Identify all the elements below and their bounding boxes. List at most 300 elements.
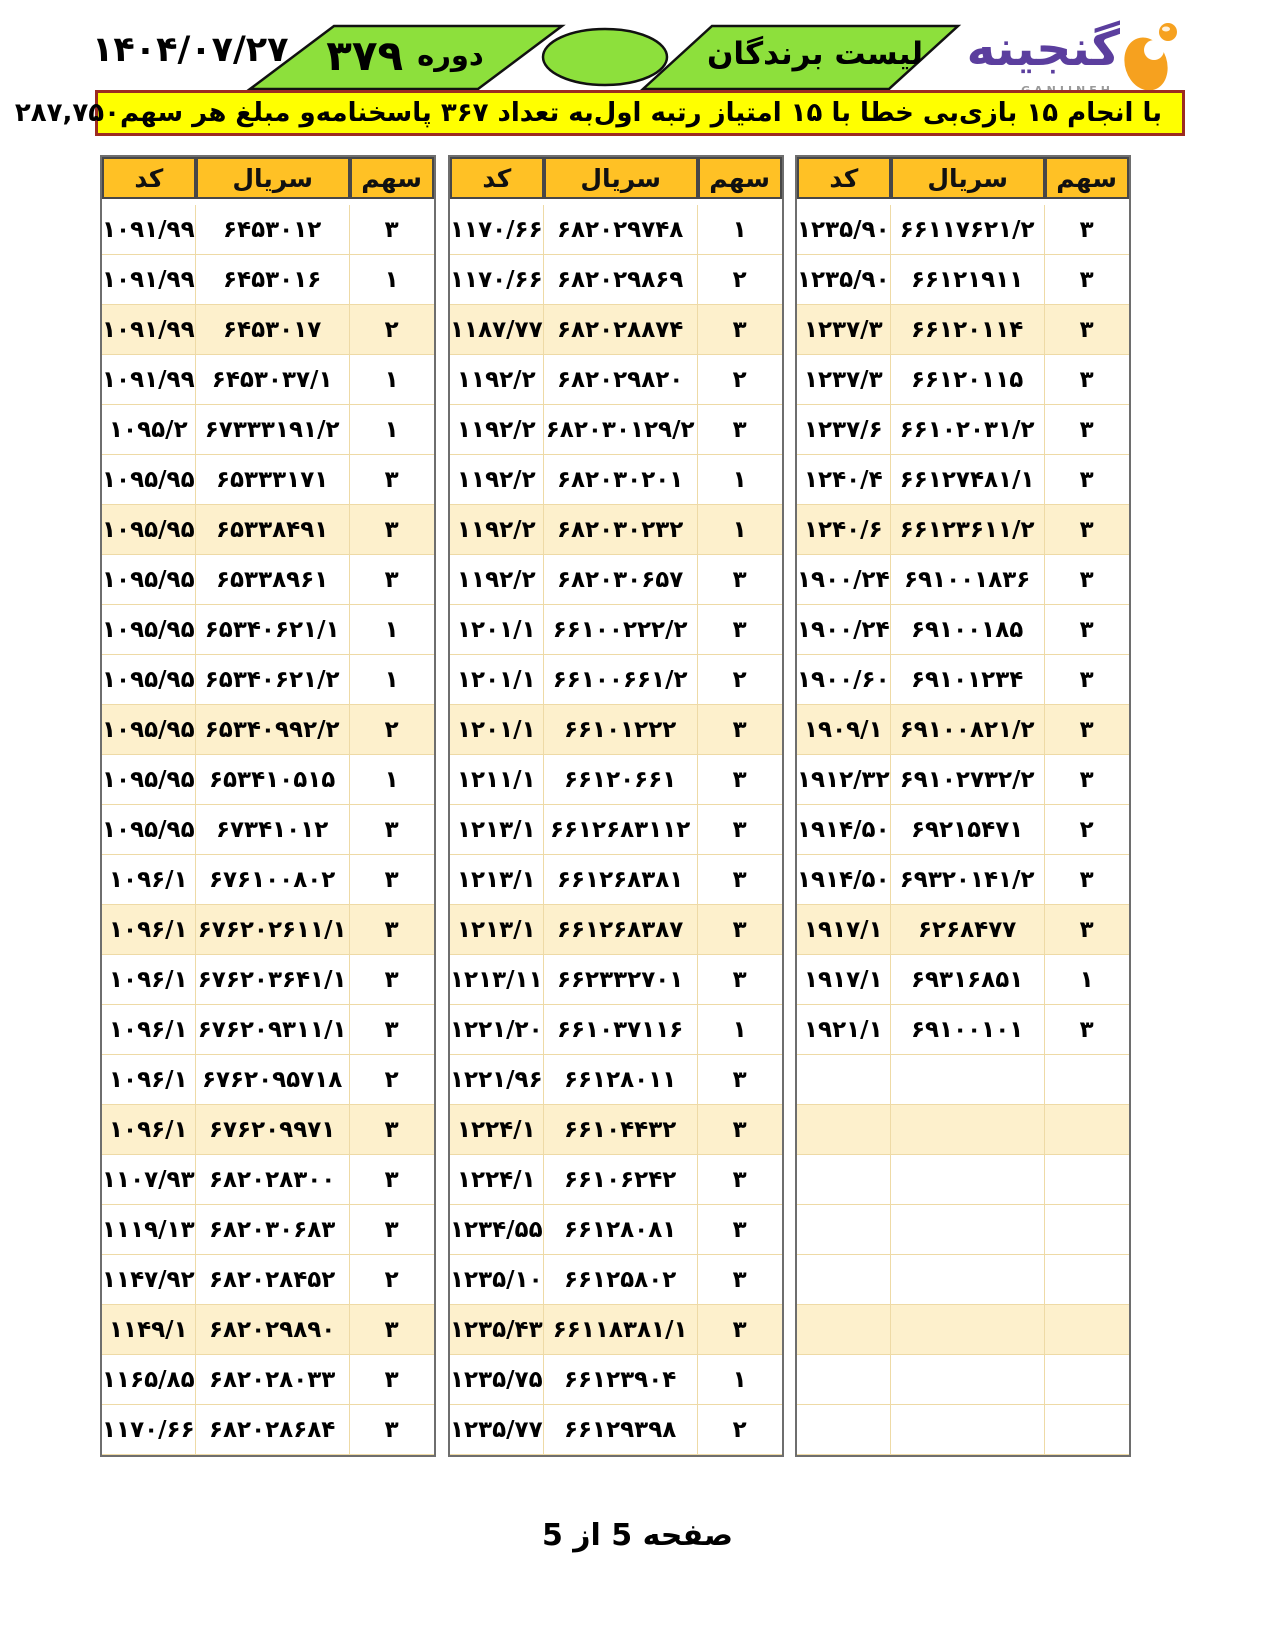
cell-serial: ۶۶۱۰۲۰۳۱/۲	[891, 405, 1045, 455]
cell-code: ۱۲۳۵/۹۰	[797, 255, 891, 305]
cell-serial: ۶۶۱۲۹۳۹۸	[544, 1405, 698, 1455]
cell-serial	[891, 1255, 1045, 1305]
cell-code: ۱۲۰۱/۱	[450, 655, 544, 705]
cell-code: ۱۲۳۴/۵۵	[450, 1205, 544, 1255]
table-row	[797, 1255, 1129, 1305]
cell-serial: ۶۸۲۰۳۰۲۳۲	[544, 505, 698, 555]
table-row	[450, 1405, 782, 1455]
cell-code: ۱۰۹۵/۹۵	[102, 555, 196, 605]
column-header-share: سهم	[350, 157, 434, 199]
cell-serial: ۶۶۱۲۰۱۱۴	[891, 305, 1045, 355]
cell-share: ۳	[350, 855, 434, 905]
table-row	[102, 905, 434, 955]
table-row	[797, 205, 1129, 255]
cell-code	[797, 1105, 891, 1155]
cell-serial: ۶۷۳۳۳۱۹۱/۲	[196, 405, 350, 455]
cell-code: ۱۰۹۱/۹۹	[102, 305, 196, 355]
cell-share: ۳	[350, 905, 434, 955]
cell-share	[1045, 1155, 1129, 1205]
table-row	[797, 405, 1129, 455]
cell-share: ۲	[350, 705, 434, 755]
cell-serial: ۶۶۲۳۳۲۷۰۱	[544, 955, 698, 1005]
cell-code: ۱۹۱۴/۵۰	[797, 855, 891, 905]
cell-share: ۱	[350, 355, 434, 405]
cell-share: ۲	[698, 355, 782, 405]
table-row	[102, 1405, 434, 1455]
cell-share: ۳	[350, 955, 434, 1005]
cell-code: ۱۰۹۶/۱	[102, 905, 196, 955]
table-row	[450, 1355, 782, 1405]
cell-code: ۱۲۳۷/۳	[797, 305, 891, 355]
cell-serial: ۶۸۲۰۲۸۳۰۰	[196, 1155, 350, 1205]
cell-serial: ۶۶۱۲۱۹۱۱	[891, 255, 1045, 305]
cell-serial: ۶۴۵۳۰۱۶	[196, 255, 350, 305]
cell-code: ۱۱۹۲/۲	[450, 455, 544, 505]
cell-share: ۳	[350, 555, 434, 605]
cell-share: ۲	[698, 255, 782, 305]
cell-share: ۳	[350, 1155, 434, 1205]
table-row	[797, 355, 1129, 405]
cell-share: ۳	[698, 1105, 782, 1155]
cell-code: ۱۱۷۰/۶۶	[450, 255, 544, 305]
table-row	[102, 1055, 434, 1105]
cell-share	[1045, 1205, 1129, 1255]
banner-score-segment: بی خطا با ۱۵ امتیاز رتبه اول	[593, 98, 959, 128]
cell-serial: ۶۸۲۰۳۰۱۲۹/۲	[544, 405, 698, 455]
period-label: دوره	[417, 38, 484, 72]
cell-share	[1045, 1105, 1129, 1155]
cell-code	[797, 1155, 891, 1205]
cell-code: ۱۲۴۰/۶	[797, 505, 891, 555]
table-row	[797, 755, 1129, 805]
table-row	[102, 505, 434, 555]
table-row	[797, 805, 1129, 855]
cell-share: ۳	[350, 455, 434, 505]
table-row	[102, 755, 434, 805]
cell-serial: ۶۷۶۲۰۹۵۷۱۸	[196, 1055, 350, 1105]
column-header-code: کد	[450, 157, 544, 199]
table-row	[102, 405, 434, 455]
table-row	[450, 805, 782, 855]
cell-serial: ۶۵۳۳۸۹۶۱	[196, 555, 350, 605]
cell-code	[797, 1305, 891, 1355]
table-row	[102, 805, 434, 855]
cell-serial: ۶۶۱۲۶۸۳۱۱۲	[544, 805, 698, 855]
table-row	[797, 1405, 1129, 1455]
cell-code: ۱۰۹۵/۹۵	[102, 755, 196, 805]
cell-code	[797, 1055, 891, 1105]
table-row	[450, 1005, 782, 1055]
cell-serial: ۶۵۳۴۱۰۵۱۵	[196, 755, 350, 805]
table-row	[450, 1055, 782, 1105]
cell-share: ۱	[698, 1005, 782, 1055]
table-row	[102, 705, 434, 755]
column-header-share: سهم	[1045, 157, 1129, 199]
cell-serial: ۶۷۶۲۰۳۶۴۱/۱	[196, 955, 350, 1005]
cell-code: ۱۲۲۴/۱	[450, 1105, 544, 1155]
cell-serial: ۶۶۱۰۰۲۲۲/۲	[544, 605, 698, 655]
cell-serial: ۶۶۱۲۶۸۳۸۱	[544, 855, 698, 905]
logo-figure-icon	[1116, 20, 1182, 94]
cell-share: ۳	[1045, 655, 1129, 705]
cell-code: ۱۰۹۱/۹۹	[102, 205, 196, 255]
cell-serial: ۶۴۵۳۰۱۲	[196, 205, 350, 255]
report-date: ۱۴۰۴/۰۷/۲۷	[92, 30, 289, 70]
cell-serial: ۶۷۳۴۱۰۱۲	[196, 805, 350, 855]
cell-serial: ۶۶۱۲۳۹۰۴	[544, 1355, 698, 1405]
cell-serial: ۶۸۲۰۲۸۰۳۳	[196, 1355, 350, 1405]
cell-share: ۱	[350, 755, 434, 805]
cell-code: ۱۰۹۵/۹۵	[102, 655, 196, 705]
cell-share: ۳	[1045, 405, 1129, 455]
cell-share: ۳	[698, 855, 782, 905]
cell-code: ۱۲۳۷/۳	[797, 355, 891, 405]
cell-code: ۱۱۴۹/۱	[102, 1305, 196, 1355]
cell-serial: ۶۸۲۰۲۹۸۲۰	[544, 355, 698, 405]
cell-code: ۱۱۴۷/۹۲	[102, 1255, 196, 1305]
cell-serial: ۶۵۳۳۳۱۷۱	[196, 455, 350, 505]
cell-share: ۳	[1045, 255, 1129, 305]
cell-code: ۱۰۹۵/۹۵	[102, 705, 196, 755]
cell-share: ۳	[1045, 205, 1129, 255]
cell-share: ۱	[350, 655, 434, 705]
cell-share	[1045, 1255, 1129, 1305]
table-row	[102, 605, 434, 655]
table-row	[797, 455, 1129, 505]
table-row	[450, 505, 782, 555]
cell-code: ۱۱۹۲/۲	[450, 505, 544, 555]
table-row	[102, 855, 434, 905]
cell-serial: ۶۹۳۱۶۸۵۱	[891, 955, 1045, 1005]
cell-code	[797, 1355, 891, 1405]
column-header-code: کد	[797, 157, 891, 199]
cell-serial	[891, 1205, 1045, 1255]
table-row	[450, 1105, 782, 1155]
cell-code: ۱۰۹۵/۹۵	[102, 455, 196, 505]
cell-code: ۱۹۰۹/۱	[797, 705, 891, 755]
cell-code: ۱۱۹۲/۲	[450, 355, 544, 405]
column-header-serial: سریال	[891, 157, 1045, 199]
cell-serial: ۶۵۳۴۰۶۲۱/۲	[196, 655, 350, 705]
cell-code: ۱۲۴۰/۴	[797, 455, 891, 505]
table-row	[450, 905, 782, 955]
table-row	[797, 555, 1129, 605]
cell-code: ۱۹۰۰/۲۴	[797, 555, 891, 605]
cell-serial: ۶۵۳۳۸۴۹۱	[196, 505, 350, 555]
cell-code: ۱۰۹۱/۹۹	[102, 255, 196, 305]
cell-code: ۱۹۲۱/۱	[797, 1005, 891, 1055]
cell-share: ۳	[698, 1205, 782, 1255]
cell-share: ۳	[350, 205, 434, 255]
table-row	[102, 1255, 434, 1305]
table-row	[450, 555, 782, 605]
cell-serial: ۶۶۱۲۶۸۳۸۷	[544, 905, 698, 955]
cell-code: ۱۱۱۹/۱۳	[102, 1205, 196, 1255]
page-title: لیست برندگان	[706, 36, 924, 72]
table-row	[797, 855, 1129, 905]
table-row	[102, 305, 434, 355]
cell-share: ۱	[698, 505, 782, 555]
cell-share: ۱	[350, 255, 434, 305]
cell-code: ۱۹۱۴/۵۰	[797, 805, 891, 855]
cell-serial: ۶۴۵۳۰۳۷/۱	[196, 355, 350, 405]
cell-serial: ۶۷۶۲۰۹۳۱۱/۱	[196, 1005, 350, 1055]
table-row	[797, 1305, 1129, 1355]
cell-share	[1045, 1355, 1129, 1405]
cell-serial	[891, 1405, 1045, 1455]
cell-serial: ۶۶۱۰۴۴۳۲	[544, 1105, 698, 1155]
banner-games-segment: با انجام ۱۵ بازی	[959, 98, 1162, 128]
cell-serial	[891, 1305, 1045, 1355]
cell-code: ۱۰۹۵/۹۵	[102, 805, 196, 855]
winners-table-middle	[448, 155, 784, 1457]
cell-serial: ۶۶۱۲۰۶۶۱	[544, 755, 698, 805]
table-row	[450, 205, 782, 255]
table-row	[797, 1155, 1129, 1205]
cell-code: ۱۲۱۳/۱	[450, 855, 544, 905]
table-row	[797, 655, 1129, 705]
cell-serial: ۶۸۲۰۲۸۴۵۲	[196, 1255, 350, 1305]
table-header-row	[450, 157, 782, 199]
column-header-code: کد	[102, 157, 196, 199]
table-row	[797, 1205, 1129, 1255]
table-row	[797, 605, 1129, 655]
cell-serial: ۶۶۱۲۵۸۰۲	[544, 1255, 698, 1305]
cell-serial: ۶۹۱۰۰۱۸۵	[891, 605, 1045, 655]
cell-serial: ۶۶۱۲۸۰۸۱	[544, 1205, 698, 1255]
cell-code: ۱۲۱۳/۱	[450, 805, 544, 855]
cell-share: ۳	[1045, 905, 1129, 955]
cell-serial: ۶۶۱۲۰۱۱۵	[891, 355, 1045, 405]
table-header-row	[797, 157, 1129, 199]
table-row	[450, 1155, 782, 1205]
cell-code: ۱۲۱۳/۱	[450, 905, 544, 955]
cell-share: ۳	[350, 1305, 434, 1355]
winners-table-left	[100, 155, 436, 1457]
cell-share: ۱	[698, 205, 782, 255]
cell-share: ۳	[698, 755, 782, 805]
table-row	[450, 455, 782, 505]
table-row	[450, 655, 782, 705]
cell-serial: ۶۶۱۱۸۳۸۱/۱	[544, 1305, 698, 1355]
cell-code: ۱۲۳۵/۹۰	[797, 205, 891, 255]
cell-code: ۱۹۱۷/۱	[797, 905, 891, 955]
cell-serial: ۶۷۶۱۰۰۸۰۲	[196, 855, 350, 905]
cell-serial: ۶۲۶۸۴۷۷	[891, 905, 1045, 955]
table-row	[102, 655, 434, 705]
cell-serial: ۶۸۲۰۲۹۸۹۰	[196, 1305, 350, 1355]
cell-serial: ۶۶۱۱۷۶۲۱/۲	[891, 205, 1045, 255]
cell-serial: ۶۸۲۰۳۰۶۸۳	[196, 1205, 350, 1255]
banner-amount-value: ۲۸۷,۷۵۰	[14, 98, 120, 128]
cell-share: ۳	[698, 1305, 782, 1355]
cell-code: ۱۱۷۰/۶۶	[102, 1405, 196, 1455]
winners-table-right	[795, 155, 1131, 1457]
cell-code: ۱۱۹۲/۲	[450, 555, 544, 605]
table-row	[797, 1005, 1129, 1055]
cell-share: ۱	[698, 1355, 782, 1405]
table-row	[797, 1055, 1129, 1105]
table-row	[797, 305, 1129, 355]
cell-code: ۱۱۰۷/۹۳	[102, 1155, 196, 1205]
cell-code: ۱۰۹۶/۱	[102, 955, 196, 1005]
cell-share: ۳	[698, 955, 782, 1005]
cell-code: ۱۲۳۵/۷۵	[450, 1355, 544, 1405]
table-row	[450, 755, 782, 805]
cell-share: ۲	[350, 1255, 434, 1305]
table-row	[102, 355, 434, 405]
cell-share: ۳	[698, 705, 782, 755]
banner-amount-label: و مبلغ هر سهم	[119, 98, 316, 128]
cell-share	[1045, 1405, 1129, 1455]
cell-share: ۳	[698, 405, 782, 455]
header-ellipse-shape	[543, 29, 667, 85]
cell-share: ۳	[1045, 855, 1129, 905]
cell-share: ۳	[1045, 455, 1129, 505]
cell-code: ۱۲۱۱/۱	[450, 755, 544, 805]
table-row	[450, 1205, 782, 1255]
cell-share: ۳	[1045, 355, 1129, 405]
cell-code	[797, 1405, 891, 1455]
cell-share: ۲	[350, 1055, 434, 1105]
cell-serial	[891, 1355, 1045, 1405]
table-row	[797, 705, 1129, 755]
cell-serial: ۶۹۱۰۰۱۸۳۶	[891, 555, 1045, 605]
table-row	[102, 1305, 434, 1355]
cell-code: ۱۲۳۵/۱۰	[450, 1255, 544, 1305]
table-row	[450, 605, 782, 655]
table-row	[450, 1255, 782, 1305]
cell-code: ۱۲۳۵/۴۳	[450, 1305, 544, 1355]
cell-code	[797, 1205, 891, 1255]
cell-share: ۳	[1045, 705, 1129, 755]
page-number: صفحه 5 از 5	[541, 1518, 734, 1553]
cell-share: ۱	[350, 605, 434, 655]
cell-share: ۲	[350, 305, 434, 355]
cell-code: ۱۱۸۷/۷۷	[450, 305, 544, 355]
cell-serial: ۶۶۱۲۷۴۸۱/۱	[891, 455, 1045, 505]
cell-share: ۳	[1045, 755, 1129, 805]
cell-serial: ۶۶۱۰۱۲۲۲	[544, 705, 698, 755]
table-row	[797, 905, 1129, 955]
cell-share	[1045, 1305, 1129, 1355]
cell-code: ۱۱۹۲/۲	[450, 405, 544, 455]
cell-share: ۲	[698, 1405, 782, 1455]
cell-serial: ۶۶۱۰۶۲۴۲	[544, 1155, 698, 1205]
cell-code: ۱۰۹۵/۹۵	[102, 505, 196, 555]
cell-code: ۱۲۱۳/۱۱	[450, 955, 544, 1005]
cell-share: ۳	[350, 1355, 434, 1405]
cell-serial: ۶۸۲۰۲۸۶۸۴	[196, 1405, 350, 1455]
table-row	[102, 955, 434, 1005]
cell-serial: ۶۹۱۰۲۷۳۲/۲	[891, 755, 1045, 805]
cell-code: ۱۲۳۵/۷۷	[450, 1405, 544, 1455]
cell-share: ۳	[698, 905, 782, 955]
cell-serial	[891, 1155, 1045, 1205]
cell-share: ۳	[350, 805, 434, 855]
cell-share: ۳	[350, 1005, 434, 1055]
cell-code: ۱۱۶۵/۸۵	[102, 1355, 196, 1405]
table-row	[102, 1355, 434, 1405]
cell-code: ۱۰۹۵/۲	[102, 405, 196, 455]
column-header-serial: سریال	[196, 157, 350, 199]
cell-serial: ۶۷۶۲۰۹۹۷۱	[196, 1105, 350, 1155]
table-row	[102, 1105, 434, 1155]
cell-code: ۱۲۰۱/۱	[450, 705, 544, 755]
table-row	[102, 455, 434, 505]
cell-share: ۳	[350, 505, 434, 555]
cell-serial: ۶۸۲۰۲۹۸۶۹	[544, 255, 698, 305]
table-row	[797, 505, 1129, 555]
cell-serial: ۶۶۱۰۳۷۱۱۶	[544, 1005, 698, 1055]
cell-serial: ۶۹۱۰۰۱۰۱	[891, 1005, 1045, 1055]
table-row	[450, 305, 782, 355]
table-row	[450, 405, 782, 455]
cell-serial: ۶۹۲۱۵۴۷۱	[891, 805, 1045, 855]
table-row	[102, 1005, 434, 1055]
cell-serial: ۶۶۱۰۰۶۶۱/۲	[544, 655, 698, 705]
cell-code: ۱۹۰۰/۲۴	[797, 605, 891, 655]
cell-serial: ۶۷۶۲۰۲۶۱۱/۱	[196, 905, 350, 955]
period-title	[300, 26, 510, 84]
cell-share: ۳	[350, 1205, 434, 1255]
cell-code: ۱۰۹۶/۱	[102, 1055, 196, 1105]
table-row	[450, 355, 782, 405]
cell-share: ۳	[698, 605, 782, 655]
table-row	[797, 255, 1129, 305]
cell-serial: ۶۵۳۴۰۶۲۱/۱	[196, 605, 350, 655]
table-row	[797, 1105, 1129, 1155]
cell-serial: ۶۶۱۲۸۰۱۱	[544, 1055, 698, 1105]
cell-share: ۳	[698, 555, 782, 605]
cell-share: ۳	[350, 1405, 434, 1455]
cell-code: ۱۲۰۱/۱	[450, 605, 544, 655]
cell-serial: ۶۶۱۲۳۶۱۱/۲	[891, 505, 1045, 555]
table-row	[102, 205, 434, 255]
column-header-share: سهم	[698, 157, 782, 199]
cell-serial: ۶۵۳۴۰۹۹۲/۲	[196, 705, 350, 755]
cell-share: ۳	[1045, 305, 1129, 355]
cell-share: ۲	[1045, 805, 1129, 855]
table-header-row	[102, 157, 434, 199]
table-row	[102, 255, 434, 305]
cell-serial: ۶۴۵۳۰۱۷	[196, 305, 350, 355]
logo-wordmark: گنجینه	[966, 20, 1120, 77]
table-row	[102, 1155, 434, 1205]
cell-serial: ۶۹۳۲۰۱۴۱/۲	[891, 855, 1045, 905]
cell-serial	[891, 1105, 1045, 1155]
table-row	[450, 955, 782, 1005]
cell-code: ۱۹۱۲/۳۲	[797, 755, 891, 805]
cell-share: ۳	[1045, 505, 1129, 555]
cell-serial: ۶۹۱۰۱۲۳۴	[891, 655, 1045, 705]
cell-share: ۲	[698, 655, 782, 705]
cell-share: ۳	[698, 305, 782, 355]
table-row	[450, 255, 782, 305]
cell-code: ۱۹۰۰/۶۰	[797, 655, 891, 705]
cell-serial: ۶۹۱۰۰۸۲۱/۲	[891, 705, 1045, 755]
cell-serial: ۶۸۲۰۳۰۲۰۱	[544, 455, 698, 505]
cell-serial	[891, 1055, 1045, 1105]
cell-share: ۳	[698, 1255, 782, 1305]
summary-banner	[14, 90, 1185, 136]
cell-code: ۱۰۹۶/۱	[102, 1005, 196, 1055]
cell-code: ۱۱۷۰/۶۶	[450, 205, 544, 255]
cell-share: ۱	[350, 405, 434, 455]
cell-share: ۳	[698, 1155, 782, 1205]
cell-code: ۱۲۲۴/۱	[450, 1155, 544, 1205]
cell-serial: ۶۸۲۰۳۰۶۵۷	[544, 555, 698, 605]
